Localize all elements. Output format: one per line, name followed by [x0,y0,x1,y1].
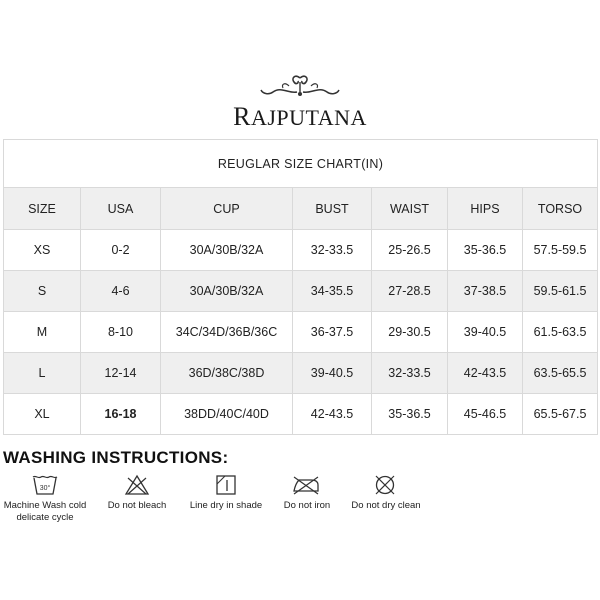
machine-wash-30-icon [32,474,58,496]
column-header: CUP [161,188,293,230]
table-row [4,271,598,312]
table-cell: 8-10 [81,312,161,353]
table-cell: 34C/34D/36B/36C [161,312,293,353]
do-not-dry-clean-label: Do not dry clean [351,500,421,511]
table-cell: 42-43.5 [448,353,523,394]
table-cell: 45-46.5 [448,394,523,435]
table-cell: L [4,353,81,394]
do-not-bleach-icon [124,474,150,496]
table-cell: 0-2 [81,230,161,271]
table-cell: 16-18 [81,394,161,435]
brand-logo [0,70,600,130]
table-header-row [4,188,598,230]
table-cell: M [4,312,81,353]
table-cell: S [4,271,81,312]
do-not-iron-label: Do not iron [283,500,331,511]
table-cell: 61.5-63.5 [523,312,598,353]
line-dry-label: Line dry in shade [189,500,263,511]
table-cell: 34-35.5 [293,271,372,312]
column-header: USA [81,188,161,230]
table-cell: 39-40.5 [448,312,523,353]
table-cell: 59.5-61.5 [523,271,598,312]
table-cell: XL [4,394,81,435]
brand-name: RAJPUTANA [233,102,367,131]
table-row [4,230,598,271]
table-cell: 36-37.5 [293,312,372,353]
do-not-iron-icon [291,474,321,496]
table-row [4,312,598,353]
table-cell: 30A/30B/32A [161,271,293,312]
machine-wash-label: Machine Wash cold delicate cycle [3,500,87,523]
table-cell: 57.5-59.5 [523,230,598,271]
line-dry-shade-icon [215,474,237,496]
table-cell: 36D/38C/38D [161,353,293,394]
column-header: SIZE [4,188,81,230]
logo-ornament-icon [259,72,341,102]
table-cell: 29-30.5 [372,312,448,353]
table-cell: 37-38.5 [448,271,523,312]
column-header: TORSO [523,188,598,230]
size-chart-title: REUGLAR SIZE CHART(IN) [4,140,598,188]
do-not-dry-clean-icon [373,474,397,496]
table-cell: 63.5-65.5 [523,353,598,394]
table-cell: 65.5-67.5 [523,394,598,435]
table-cell: 35-36.5 [448,230,523,271]
do-not-bleach-label: Do not bleach [107,500,167,511]
table-cell: 4-6 [81,271,161,312]
table-cell: XS [4,230,81,271]
column-header: WAIST [372,188,448,230]
table-cell: 12-14 [81,353,161,394]
size-chart-table [3,139,598,435]
table-cell: 30A/30B/32A [161,230,293,271]
table-cell: 27-28.5 [372,271,448,312]
table-row [4,394,598,435]
column-header: HIPS [448,188,523,230]
table-cell: 32-33.5 [372,353,448,394]
washing-instructions-heading: WASHING INSTRUCTIONS: [3,448,229,467]
table-cell: 38DD/40C/40D [161,394,293,435]
table-cell: 32-33.5 [293,230,372,271]
table-cell: 35-36.5 [372,394,448,435]
table-cell: 39-40.5 [293,353,372,394]
column-header: BUST [293,188,372,230]
table-cell: 25-26.5 [372,230,448,271]
table-row [4,353,598,394]
wash-temperature-text: 30° [39,485,51,492]
table-cell: 42-43.5 [293,394,372,435]
